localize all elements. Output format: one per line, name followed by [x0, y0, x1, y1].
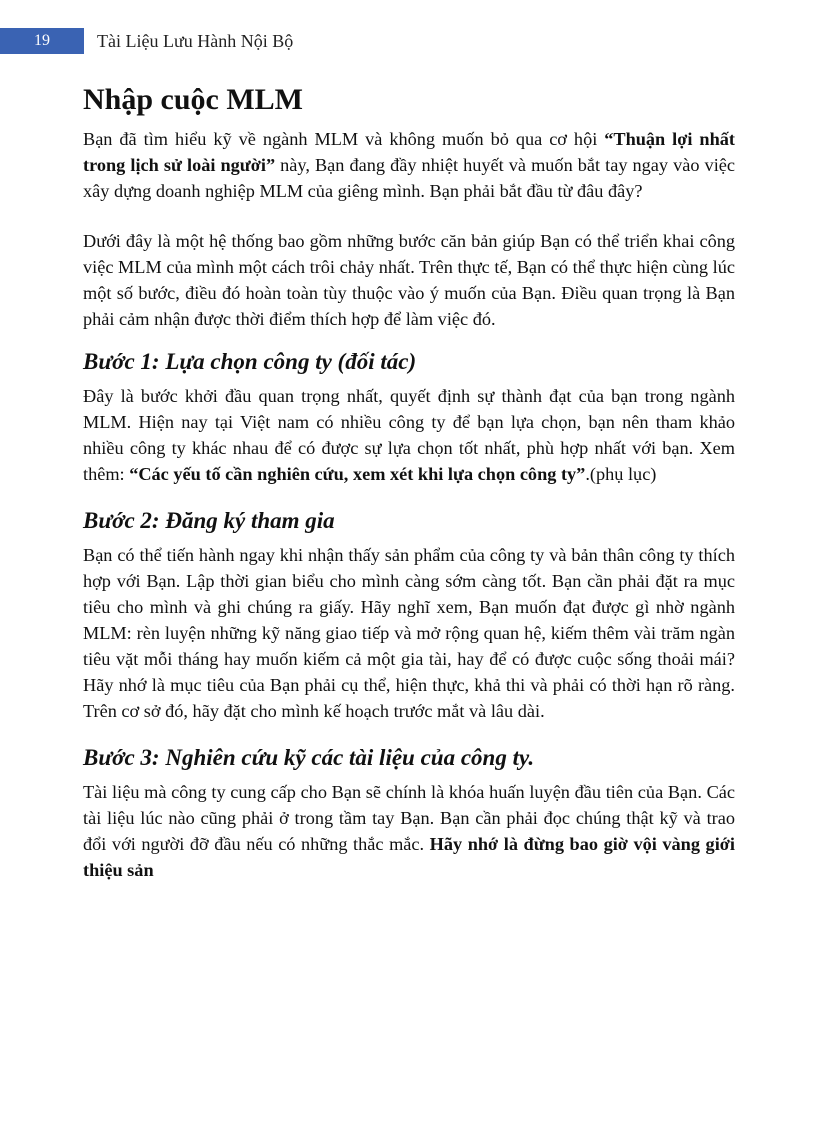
- step-3-heading: Bước 3: Nghiên cứu kỹ các tài liệu của công ty.: [83, 745, 535, 770]
- step-3-emphasis: Hãy nhớ là đừng bao giờ vội vàng giới thiệu sản: [83, 834, 735, 880]
- step-1-heading: Bước 1: Lựa chọn công ty (đối tác): [83, 349, 417, 374]
- step-1-paragraph: Đây là bước khởi đầu quan trọng nhất, quyết định sự thành đạt của bạn trong ngành MLM. Hiện nay tại Việt nam có nhiều công ty để bạn lựa chọn, bạn nên tham khảo nhiều công ty khác nhau để có được sự lựa chọn tốt nhất, phù hợp nhất với bạn. Xem thêm: “Các yếu tố cần nghiên cứu, xem xét khi lựa chọn công ty”.(phụ lục): [83, 386, 735, 484]
- document-body: [83, 80, 735, 883]
- step-1-reference: “Các yếu tố cần nghiên cứu, xem xét khi lựa chọn công ty”: [129, 464, 586, 484]
- step-2-heading: Bước 2: Đăng ký tham gia: [83, 508, 335, 533]
- section-title: Nhập cuộc MLM: [83, 83, 303, 116]
- intro-paragraph-2: Dưới đây là một hệ thống bao gồm những bước căn bản giúp Bạn có thể triển khai công việc MLM của mình một cách trôi chảy nhất. Trên thực tế, Bạn có thể thực hiện cùng lúc một số bước, điều đó hoàn toàn tùy thuộc vào ý muốn của Bạn. Điều quan trọng là Bạn phải cảm nhận được thời điểm thích hợp để làm việc đó.: [83, 231, 735, 329]
- page-number: 19: [0, 28, 84, 54]
- step-3-paragraph: Tài liệu mà công ty cung cấp cho Bạn sẽ chính là khóa huấn luyện đầu tiên của Bạn. Các tài liệu lúc nào cũng phải ở trong tầm tay Bạn. Bạn cần phải đọc chúng thật kỹ và trao đổi với người đỡ đầu nếu có những thắc mắc. Hãy nhớ là đừng bao giờ vội vàng giới thiệu sản: [83, 782, 735, 880]
- step-2-paragraph: Bạn có thể tiến hành ngay khi nhận thấy sản phẩm của công ty và bản thân công ty thích hợp với Bạn. Lập thời gian biểu cho mình càng sớm càng tốt. Bạn cần phải đặt ra mục tiêu cho mình và ghi chúng ra giấy. Hãy nghĩ xem, Bạn muốn đạt được gì nhờ ngành MLM: rèn luyện những kỹ năng giao tiếp và mở rộng quan hệ, kiếm thêm vài trăm ngàn tiêu vặt mỗi tháng hay muốn kiếm cả một gia tài, hay để có được cuộc sống thoải mái? Hãy nhớ là mục tiêu của Bạn phải cụ thể, hiện thực, khả thi và phải có thời hạn rõ ràng. Trên cơ sở đó, hãy đặt cho mình kế hoạch trước mắt và lâu dài.: [83, 545, 735, 721]
- page-header: [0, 28, 816, 54]
- header-title: Tài Liệu Lưu Hành Nội Bộ: [97, 31, 294, 51]
- intro-quote: “Thuận lợi nhất trong lịch sử loài người”: [83, 129, 735, 175]
- intro-paragraph-1: Bạn đã tìm hiểu kỹ về ngành MLM và không muốn bỏ qua cơ hội “Thuận lợi nhất trong lịch sử loài người” này, Bạn đang đầy nhiệt huyết và muốn bắt tay ngay vào việc xây dựng doanh nghiệp MLM của giêng mình. Bạn phải bắt đầu từ đâu đây?: [83, 129, 736, 201]
